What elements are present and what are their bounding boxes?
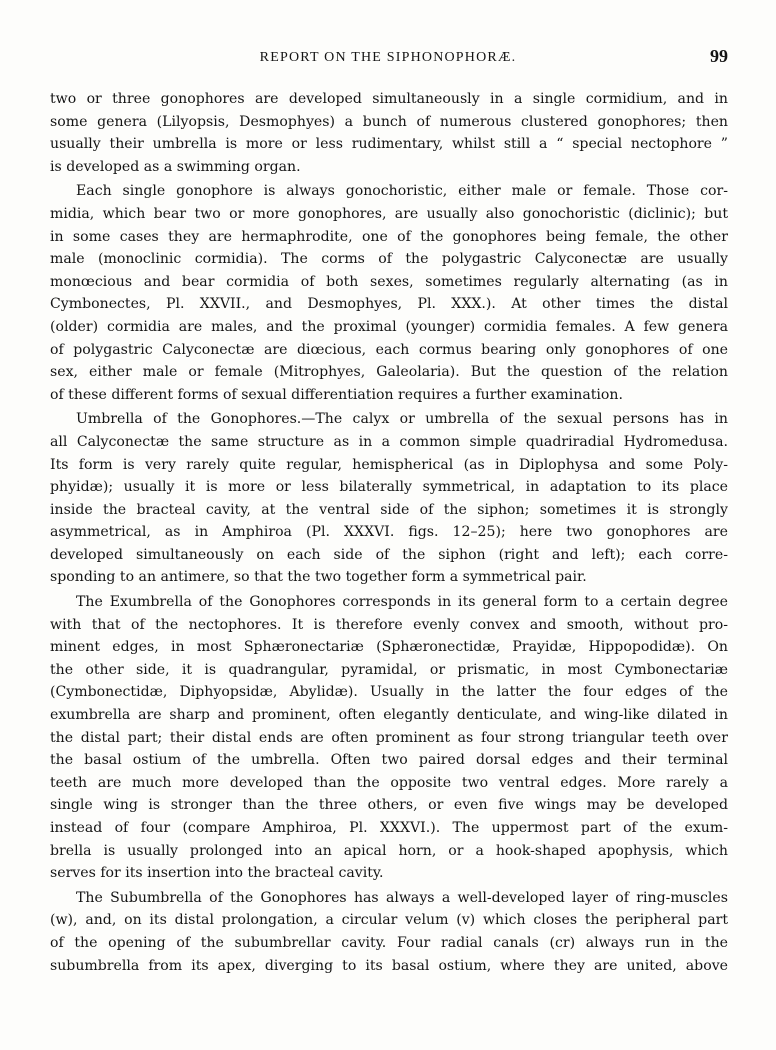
text-line: the other side, it is quadrangular, pyramidal, or prismatic, in most Cymbonectariæ [50,661,728,678]
body-text [50,88,728,979]
running-head: REPORT ON THE SIPHONOPHORÆ. [259,50,517,65]
text-line: in some cases they are hermaphrodite, one of the gonophores being female, the other [50,228,728,245]
text-line: The Exumbrella of the Gonophores corresponds in its general form to a certain degree [76,594,728,611]
text-line: inside the bracteal cavity, at the ventral side of the siphon; sometimes it is strongly [50,501,728,518]
text-line: minent edges, in most Sphæronectariæ (Sphæronectidæ, Prayidæ, Hippopodidæ). On [50,639,728,656]
text-line: single wing is stronger than the three others, or even five wings may be developed [50,797,728,814]
text-line: the basal ostium of the umbrella. Often two paired dorsal edges and their terminal [50,752,728,769]
paragraph-4 [50,591,728,885]
text-line: is developed as a swimming organ. [50,158,301,175]
text-line: developed simultaneously on each side of the siphon (right and left); each corre- [50,546,728,563]
text-line: of the opening of the subumbrellar cavity. Four radial canals (cr) always run in the [50,934,728,951]
text-line: Each single gonophore is always gonochoristic, either male or female. Those cor- [76,183,728,200]
page-number: 99 [710,46,728,66]
text-line: midia, which bear two or more gonophores, are usually also gonochoristic (diclinic); but [50,205,728,222]
text-line: of polygastric Calyconectæ are diœcious, each cormus bearing only gonophores of one [50,341,728,358]
text-line: subumbrella from its apex, diverging to its basal ostium, where they are united, above [50,957,728,974]
text-line: male (monoclinic cormidia). The corms of the polygastric Calyconectæ are usually [50,251,728,268]
text-line: monœcious and bear cormidia of both sexes, sometimes regularly alternating (as in [50,273,728,290]
text-line: The Subumbrella of the Gonophores has always a well-developed layer of ring-muscles [76,889,728,906]
text-line: Its form is very rarely quite regular, hemispherical (as in Diplophysa and some Poly- [50,456,728,473]
text-line: phyidæ); usually it is more or less bilaterally symmetrical, in adaptation to its place [50,479,728,496]
text-line: two or three gonophores are developed simultaneously in a single cormidium, and in [50,91,728,107]
text-line: sponding to an antimere, so that the two together form a symmetrical pair. [50,569,587,586]
text-line: all Calyconectæ the same structure as in a common simple quadriradial Hydromedusa. [50,433,728,450]
text-line: asymmetrical, as in Amphiroa (Pl. XXXVI. figs. 12–25); here two gonophores are [50,524,728,541]
text-line: with that of the nectophores. It is therefore evenly convex and smooth, without pro- [50,616,728,633]
text-line: instead of four (compare Amphiroa, Pl. XXXVI.). The uppermost part of the exum- [50,820,728,836]
paragraph-5 [50,887,728,977]
text-line: usually their umbrella is more or less rudimentary, whilst still a “ special nectophore ” [50,136,728,153]
text-line: sex, either male or female (Mitrophyes, Galeolaria). But the question of the relation [50,364,728,381]
paragraph-2 [50,180,728,406]
text-line: exumbrella are sharp and prominent, often elegantly denticulate, and wing-like dilated in [50,707,728,724]
text-line: Umbrella of the Gonophores.—The calyx or umbrella of the sexual persons has in [76,411,728,428]
paragraph-1 [50,88,728,178]
text-line: Cymbonectes, Pl. XXVII., and Desmophyes, Pl. XXX.). At other times the distal [50,296,728,313]
text-line: teeth are much more developed than the opposite two ventral edges. More rarely a [50,774,728,791]
text-line: of these different forms of sexual differentiation requires a further examination. [50,386,623,403]
paragraph-3 [50,408,728,589]
text-line: (older) cormidia are males, and the proximal (younger) cormidia females. A few genera [50,318,728,335]
text-line: (Cymbonectidæ, Diphyopsidæ, Abylidæ). Usually in the latter the four edges of the [50,684,728,701]
text-line: (w), and, on its distal prolongation, a circular velum (v) which closes the peripheral part [50,912,728,929]
text-line: brella is usually prolonged into an apical horn, or a hook-shaped apophysis, which [50,842,728,859]
text-line: some genera (Lilyopsis, Desmophyes) a bunch of numerous clustered gonophores; then [50,113,728,130]
page-header [48,46,728,72]
text-line: the distal part; their distal ends are often prominent as four strong triangular teeth over [50,729,728,746]
text-line: serves for its insertion into the bracteal cavity. [50,865,384,882]
